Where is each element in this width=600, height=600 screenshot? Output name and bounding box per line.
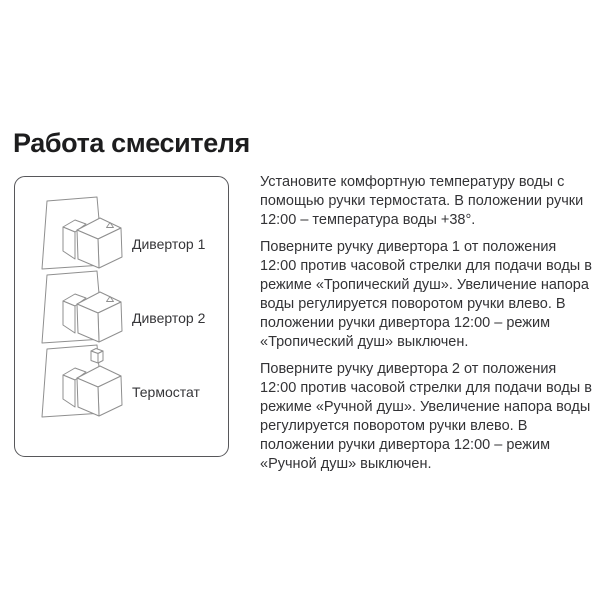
divertor-2-drawing: [39, 265, 134, 347]
instruction-paragraph-thermostat: Установите комфортную температуру воды с помощью ручки термостата. В положении ручки 12:00 – температура воды +38°.: [260, 174, 584, 228]
handle-label: Дивертор 2: [132, 310, 206, 326]
instruction-paragraph-divertor-1: Поверните ручку дивертора 1 от положения 12:00 против часовой стрелки для подачи воды в режиме «Тропический душ». Увеличение напора воды регулируется поворотом ручки влево. В положении ручки дивертора 12:00 – режим «Тропический душ» выключен.: [260, 239, 592, 350]
handle-label: Термостат: [132, 384, 200, 400]
page-title: Работа смесителя: [13, 128, 250, 158]
divertor-1-drawing: [39, 191, 134, 273]
handle-row-divertor-2: [15, 265, 228, 347]
mixer-diagram: [14, 176, 229, 457]
instructions: [260, 173, 594, 482]
thermostat-knob-front: [91, 351, 98, 363]
handle-row-divertor-1: [15, 191, 228, 273]
thermostat-knob-side: [98, 351, 103, 363]
thermostat-drawing: [39, 339, 134, 421]
instruction-paragraph-divertor-2: Поверните ручку дивертора 2 от положения 12:00 против часовой стрелки для подачи воды в режиме «Ручной душ». Увеличение напора воды регулируется поворотом ручки влево. В положении ручки дивертора 12:00 – режим «Ручной душ» выключен.: [260, 361, 592, 472]
handle-row-thermostat: [15, 339, 228, 421]
handle-label: Дивертор 1: [132, 236, 206, 252]
